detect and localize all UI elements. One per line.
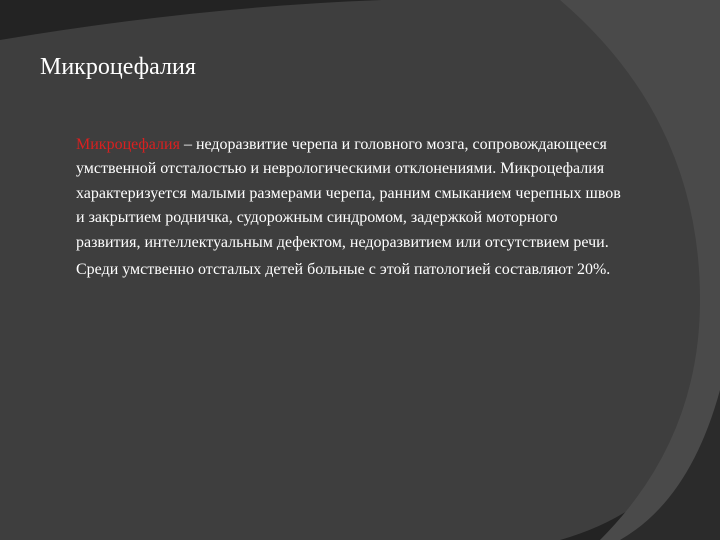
slide-body — [76, 133, 621, 282]
term-highlight: Микроцефалия — [76, 136, 180, 153]
definition-text: – недоразвитие черепа и головного мозга, сопровождающееся умственной отсталостью и неврологическими отклонениями. Микроцефалия характеризуется малыми размерами черепа, ранним смыканием черепных швов и закрытием родничка, судорожным синдромом, задержкой моторного развития, интеллектуальным дефектом, недоразвитием или отсутствием речи. — [76, 136, 621, 251]
paragraph-definition — [76, 133, 621, 255]
slide-title: Микроцефалия — [40, 54, 196, 80]
paragraph-statistics: Среди умственно отсталых детей больные с этой патологией составляют 20%. — [76, 261, 611, 279]
